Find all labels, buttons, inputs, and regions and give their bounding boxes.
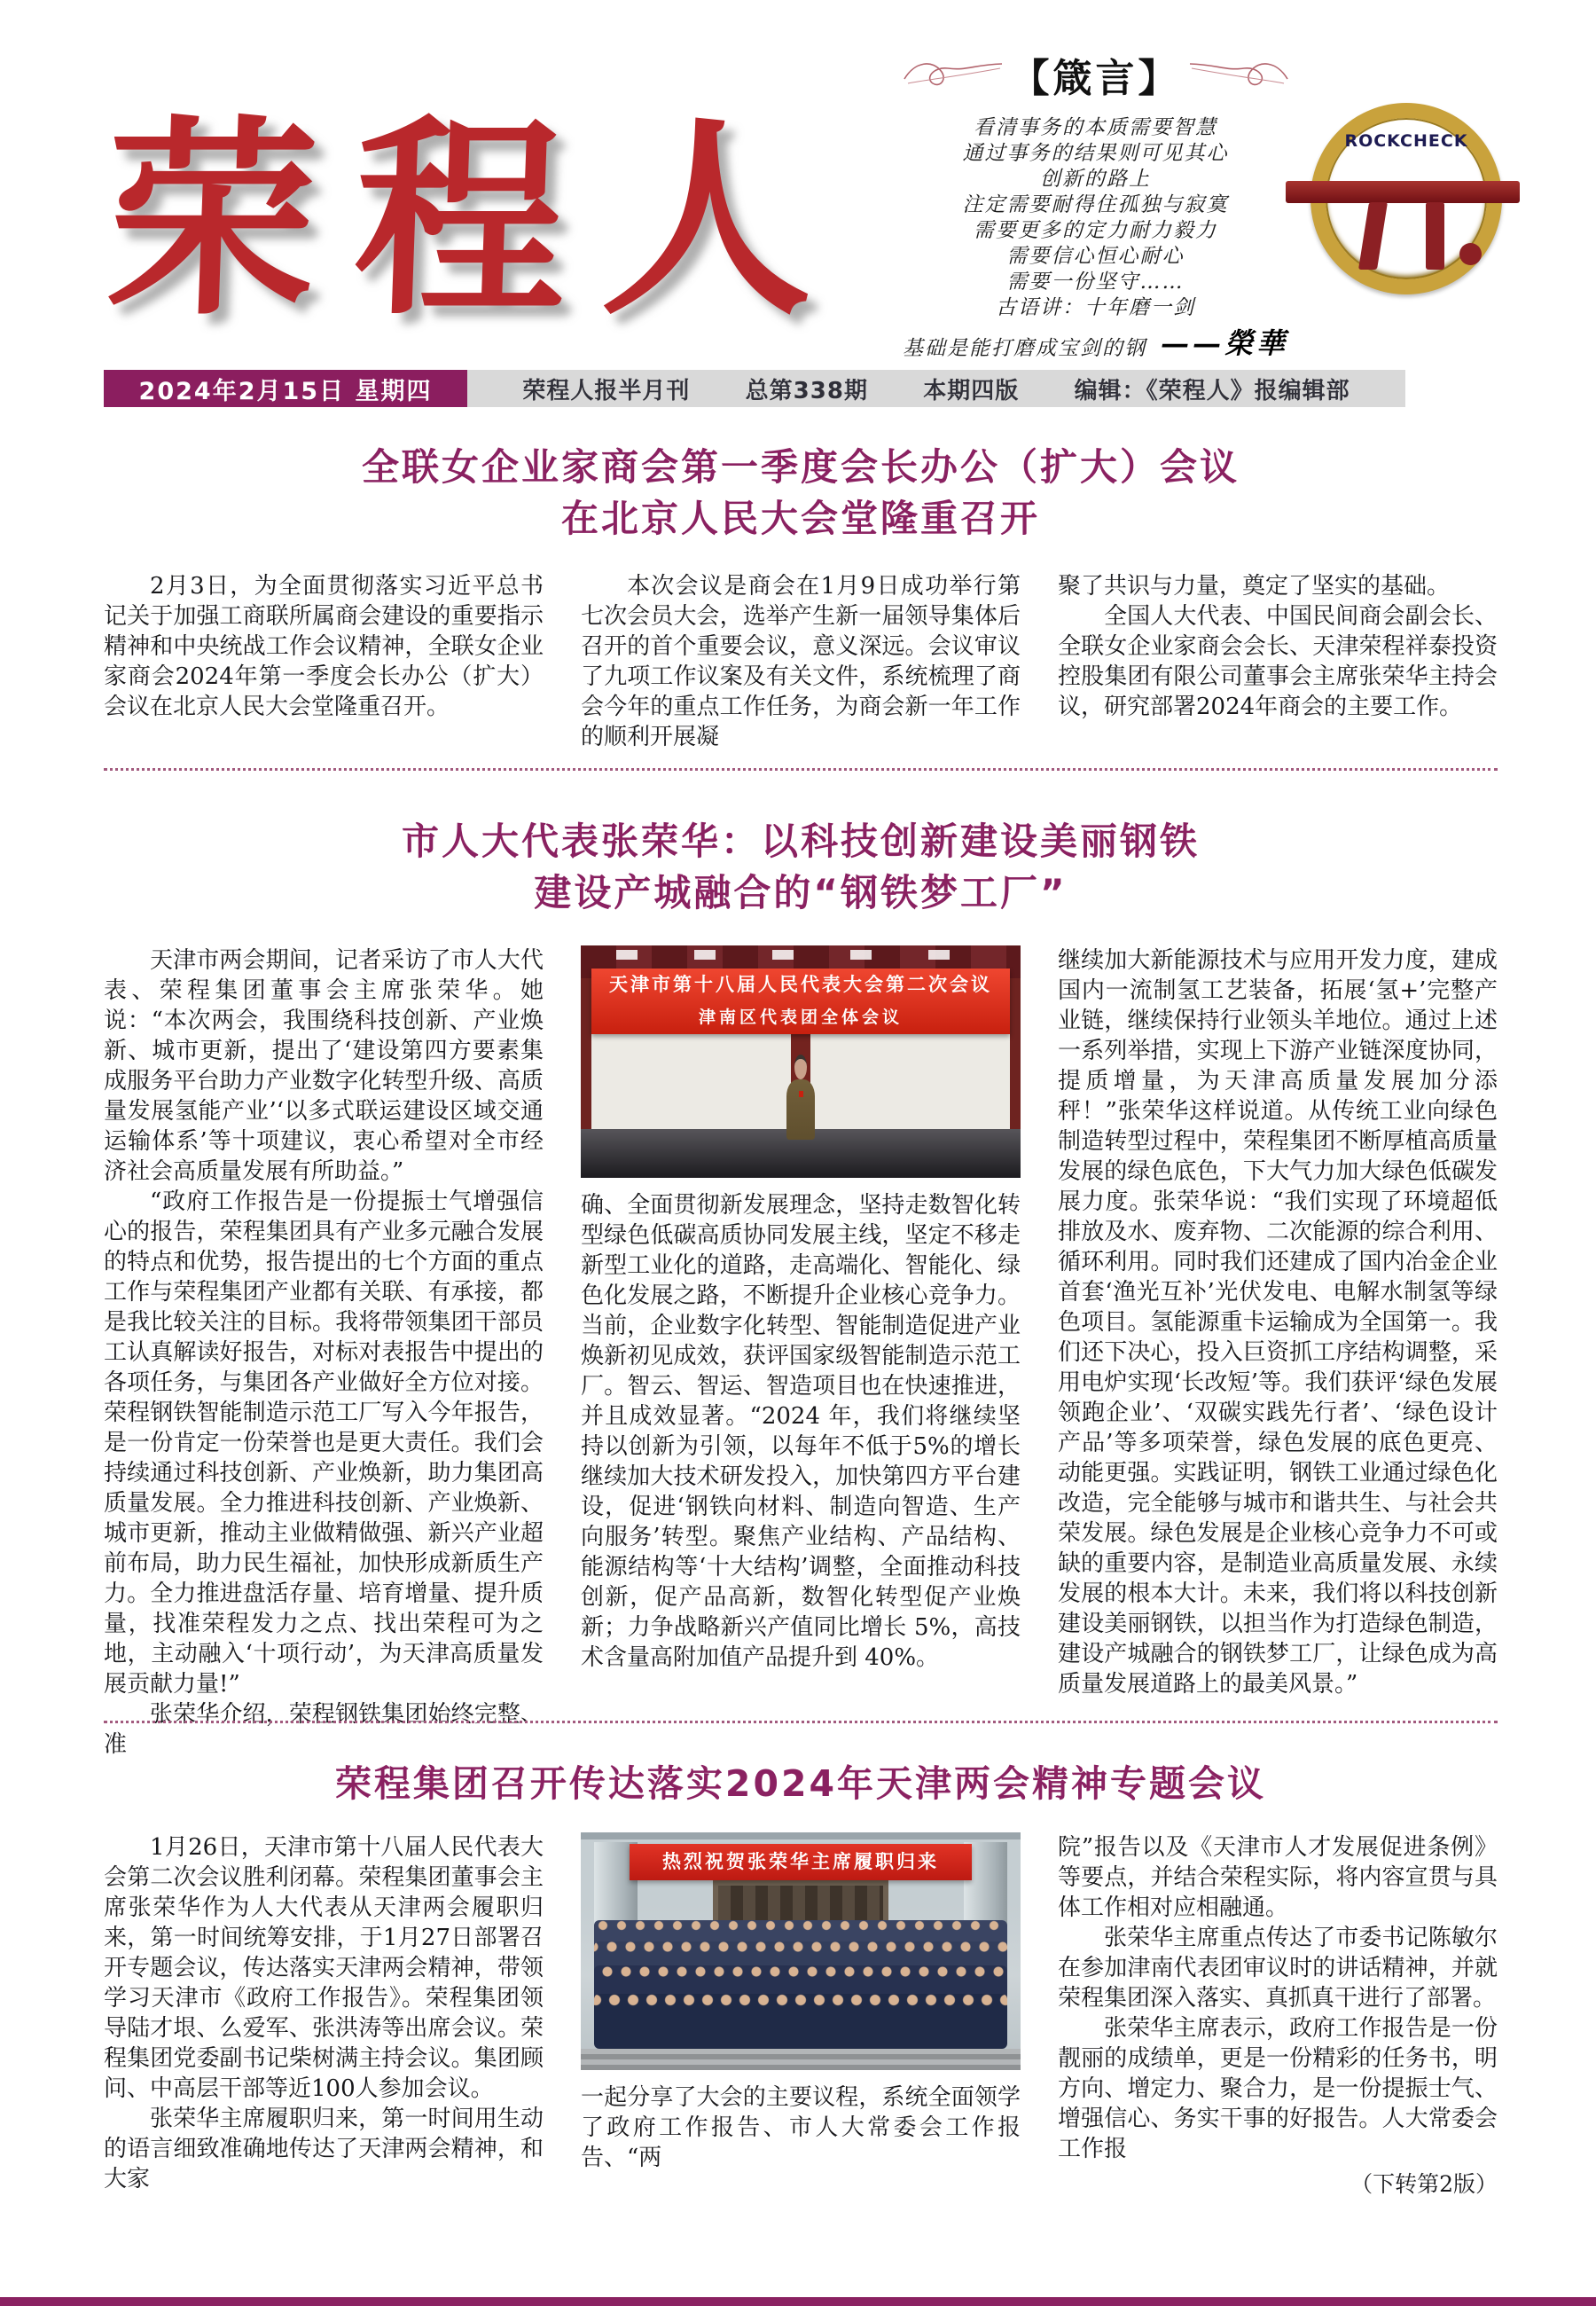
publication-name: 荣程人报半月刊 bbox=[522, 377, 691, 404]
paragraph: 一起分享了大会的主要议程，系统全面领学了政府工作报告、市人大常委会工作报告、“两 bbox=[581, 2084, 1021, 2171]
article-2-title bbox=[104, 816, 1498, 919]
article-3-columns bbox=[104, 1832, 1498, 2200]
article-1-columns bbox=[104, 571, 1498, 752]
figure-head bbox=[794, 1055, 807, 1079]
issue-number: 总第338期 bbox=[745, 377, 868, 404]
banner-text: 津南区代表团全体会议 bbox=[698, 1008, 903, 1028]
motto-signature: ——榮華 bbox=[1160, 326, 1288, 360]
paragraph: 本次会议是商会在1月9日成功举行第七次会员大会，选举产生新一届领导集体后召开的首个重要会议，意义深远。会议审议了九项工作议案及有关文件，系统梳理了商会今年的重点工作任务，为商会新一年工作的顺利开展凝 bbox=[581, 573, 1021, 750]
paragraph: 2月3日，为全面贯彻落实习近平总书记关于加强工商联所属商会建设的重要指示精神和中央统战工作会议精神，全联女企业家商会2024年第一季度会长办公（扩大）会议在北京人民大会堂隆重召开。 bbox=[104, 573, 544, 720]
publication-bar bbox=[467, 370, 1405, 407]
figure-body bbox=[786, 1079, 815, 1140]
article-3-title-line: 荣程集团召开传达落实2024年天津两会精神专题会议 bbox=[334, 1762, 1267, 1805]
paragraph: 院”报告以及《天津市人才发展促进条例》等要点，并结合荣程实际，将内容宣贯与具体工作相对应相融通。 bbox=[1058, 1834, 1498, 1921]
group-photo bbox=[581, 1832, 1021, 2070]
paragraph: 张荣华介绍，荣程钢铁集团始终完整、准 bbox=[104, 1701, 544, 1758]
rockcheck-dot-icon bbox=[1459, 243, 1482, 265]
motto-line: 需要一份坚守…… bbox=[1006, 271, 1185, 294]
article-1-title bbox=[104, 442, 1498, 545]
crowd-row bbox=[594, 1994, 1007, 2049]
rockcheck-bar-icon bbox=[1286, 181, 1520, 203]
conference-photo bbox=[581, 945, 1021, 1178]
article-2-column-2 bbox=[581, 945, 1021, 1760]
article-1-title-line: 在北京人民大会堂隆重召开 bbox=[560, 497, 1040, 540]
article-1-column-1 bbox=[104, 571, 544, 752]
paragraph: 1月26日，天津市第十八届人民代表大会第二次会议胜利闭幕。荣程集团董事会主席张荣华作为人大代表从天津两会履职归来，第一时间统筹安排，于1月27日部署召开专题会议，传达落实天津两会精神，带领学习天津市《政府工作报告》。荣程集团领导陆才垠、么爱军、张洪涛等出席会议。荣程集团党委副书记柴树满主持会议。集团顾问、中高层干部等近100人参加会议。 bbox=[104, 1834, 544, 2102]
article-1-title-line: 全联女企业家商会第一季度会长办公（扩大）会议 bbox=[361, 445, 1240, 489]
article-3-column-2 bbox=[581, 1832, 1021, 2200]
page-footer-bar bbox=[0, 2297, 1596, 2306]
article-2-title-line: 市人大代表张荣华：以科技创新建设美丽钢铁 bbox=[401, 820, 1200, 863]
article-1 bbox=[104, 442, 1498, 752]
motto-line: 需要更多的定力耐力毅力 bbox=[974, 219, 1217, 242]
motto-line: 基础是能打磨成宝剑的钢 bbox=[902, 337, 1146, 360]
article-2-title-line: 建设产城融合的“钢铁梦工厂” bbox=[534, 871, 1068, 914]
paragraph: 张荣华主席表示，政府工作报告是一份靓丽的成绩单，更是一份精彩的任务书，明方向、增定力、聚合力，是一份提振士气、增强信心、务实干事的好报告。人大常委会工作报 bbox=[1058, 2015, 1498, 2162]
paragraph: 聚了共识与力量，奠定了坚实的基础。 bbox=[1058, 573, 1451, 600]
newspaper-logo: 荣程人 bbox=[102, 97, 856, 344]
paragraph: “政府工作报告是一份提振士气增强信心的报告，荣程集团具有产业多元融合发展的特点和优势，报告提出的七个方面的重点工作与荣程集团产业都有关联、有承接，都是我比较关注的目标。我将带领集团干部员工认真解读好报告，对标对表报告中提出的各项任务，与集团各产业做好全方位对接。荣程钢铁智能制造示范工厂写入今年报告，是一份肯定一份荣誉也是更大责任。我们会持续通过科技创新、产业焕新，助力集团高质量发展。全力推进科技创新、产业焕新、城市更新，推动主业做精做强、新兴产业超前布局，助力民生福祉，加快形成新质生产力。全力推进盘活存量、培育增量、提升质量，找准荣程发力之点、找出荣程可为之地，主动融入‘十项行动’，为天津高质量发展贡献力量!” bbox=[104, 1188, 544, 1698]
speaker-figure bbox=[777, 1055, 825, 1138]
article-2-column-1 bbox=[104, 945, 544, 1760]
article-2-column-3 bbox=[1058, 945, 1498, 1760]
article-3-title bbox=[104, 1761, 1498, 1806]
article-3 bbox=[104, 1761, 1498, 2200]
article-2 bbox=[104, 816, 1498, 1760]
article-3-column-1 bbox=[104, 1832, 544, 2200]
celebration-banner: 热烈祝贺张荣华主席履职归来 bbox=[630, 1844, 973, 1879]
paragraph: 张荣华主席履职归来，第一时间用生动的语言细致准确地传达了天津两会精神，和大家 bbox=[104, 2106, 544, 2192]
motto-box bbox=[872, 46, 1319, 362]
motto-line: 注定需要耐得住孤独与寂寞 bbox=[962, 193, 1229, 216]
motto-line: 创新的路上 bbox=[1040, 168, 1151, 191]
rockcheck-label: ROCKCHECK bbox=[1344, 131, 1468, 151]
paragraph: 张荣华主席重点传达了市委书记陈敏尔在参加津南代表团审议时的讲话精神，并就荣程集团深入落实、真抓真干进行了部署。 bbox=[1058, 1925, 1498, 2012]
article-1-column-3 bbox=[1058, 571, 1498, 752]
conference-banner bbox=[591, 969, 1009, 1033]
article-2-columns bbox=[104, 945, 1498, 1760]
flourish-left-icon bbox=[899, 56, 1005, 93]
motto-line: 需要信心恒心耐心 bbox=[1006, 245, 1185, 268]
building-steps bbox=[581, 2049, 1021, 2070]
photo-lights bbox=[616, 950, 986, 959]
date-box: 2024年2月15日 星期四 bbox=[104, 370, 467, 407]
rockcheck-logo bbox=[1310, 103, 1502, 294]
figure-badge bbox=[799, 1091, 803, 1097]
paragraph: 全国人大代表、中国民间商会副会长、全联女企业家商会会长、天津荣程祥泰投资控股集团有限公司董事会主席张荣华主持会议，研究部署2024年商会的主要工作。 bbox=[1058, 603, 1498, 720]
editor-credit: 编辑：《荣程人》报编辑部 bbox=[1074, 377, 1350, 404]
dotted-divider bbox=[104, 1721, 1498, 1723]
motto-line: 古语讲：十年磨一剑 bbox=[996, 296, 1195, 319]
motto-title: 【箴言】 bbox=[1010, 56, 1181, 101]
continuation-note: （下转第2版） bbox=[1350, 2171, 1498, 2197]
flourish-right-icon bbox=[1186, 56, 1293, 93]
motto-header bbox=[872, 46, 1319, 103]
banner-text: 天津市第十八届人民代表大会第二次会议 bbox=[609, 974, 992, 996]
rockcheck-leg-icon bbox=[1426, 202, 1444, 270]
paragraph: 继续加大新能源技术与应用开发力度，建成国内一流制氢工艺装备，拓展‘氢+’完整产业链，继续保持行业领头羊地位。通过上述一系列举措，实现上下游产业链深度协同，提质增量，为天津高质量发展加分添秤！”张荣华这样说道。从传统工业向绿色制造转型过程中，荣程集团不断厚植高质量发展的绿色底色，下大气力加大绿色低碳发展力度。张荣华说：“我们实现了环境超低排放及水、废弃物、二次能源的综合利用、循环利用。同时我们还建成了国内冶金企业首套‘渔光互补’光伏发电、电解水制氢等绿色项目。氢能源重卡运输成为全国第一。我们还下决心，投入巨资抓工序结构调整，采用电炉实现‘长改短’等。我们获评‘绿色发展领跑企业’、‘双碳实践先行者’、‘绿色设计产品’等多项荣誉，绿色发展的底色更亮、动能更强。实践证明，钢铁工业通过绿色化改造，完全能够与城市和谐共生、与社会共荣发展。绿色发展是企业核心竞争力不可或缺的重要内容，是制造业高质量发展、永续发展的根本大计。未来，我们将以科技创新建设美丽钢铁，以担当作为打造绿色制造，建设产城融合的钢铁梦工厂，让绿色成为高质量发展道路上的最美风景。” bbox=[1058, 947, 1498, 1698]
article-3-column-3 bbox=[1058, 1832, 1498, 2200]
article-1-column-2 bbox=[581, 571, 1021, 752]
motto-line: 通过事务的结果则可见其心 bbox=[962, 142, 1229, 165]
motto-lines bbox=[872, 115, 1319, 362]
paragraph: 天津市两会期间，记者采访了市人大代表、荣程集团董事会主席张荣华。她说：“本次两会，我围绕科技创新、产业焕新、城市更新，提出了‘建设第四方要素集成服务平台助力产业数字化转型升级、高质量发展氢能产业’‘以多式联运建设区域交通运输体系’等十项建议，衷心希望对全市经济社会高质量发展有所助益。” bbox=[104, 947, 544, 1185]
paragraph: 确、全面贯彻新发展理念，坚持走数智化转型绿色低碳高质协同发展主线，坚定不移走新型工业化的道路，走高端化、智能化、绿色化发展之路，不断提升企业核心竞争力。当前，企业数字化转型、智能制造促进产业焕新初见成效，获评国家级智能制造示范工厂。智云、智运、智造项目也在快速推进，并且成效显著。“2024 年，我们将继续坚持以创新为引领，以每年不低于5%的增长继续加大技术研发投入，加快第四方平台建设，促进‘钢铁向材料、制造向智造、生产向服务’转型。聚焦产业结构、产品结构、能源结构等‘十大结构’调整，全面推动科技创新，促产品高新，数智化转型促产业焕新；力争战略新兴产值同比增长 5%，高技术含量高附加值产品提升到 40%。 bbox=[581, 1192, 1021, 1671]
dateline-bar bbox=[104, 370, 1405, 407]
edition-count: 本期四版 bbox=[923, 377, 1020, 404]
dotted-divider bbox=[104, 768, 1498, 771]
motto-line: 看清事务的本质需要智慧 bbox=[974, 116, 1217, 139]
